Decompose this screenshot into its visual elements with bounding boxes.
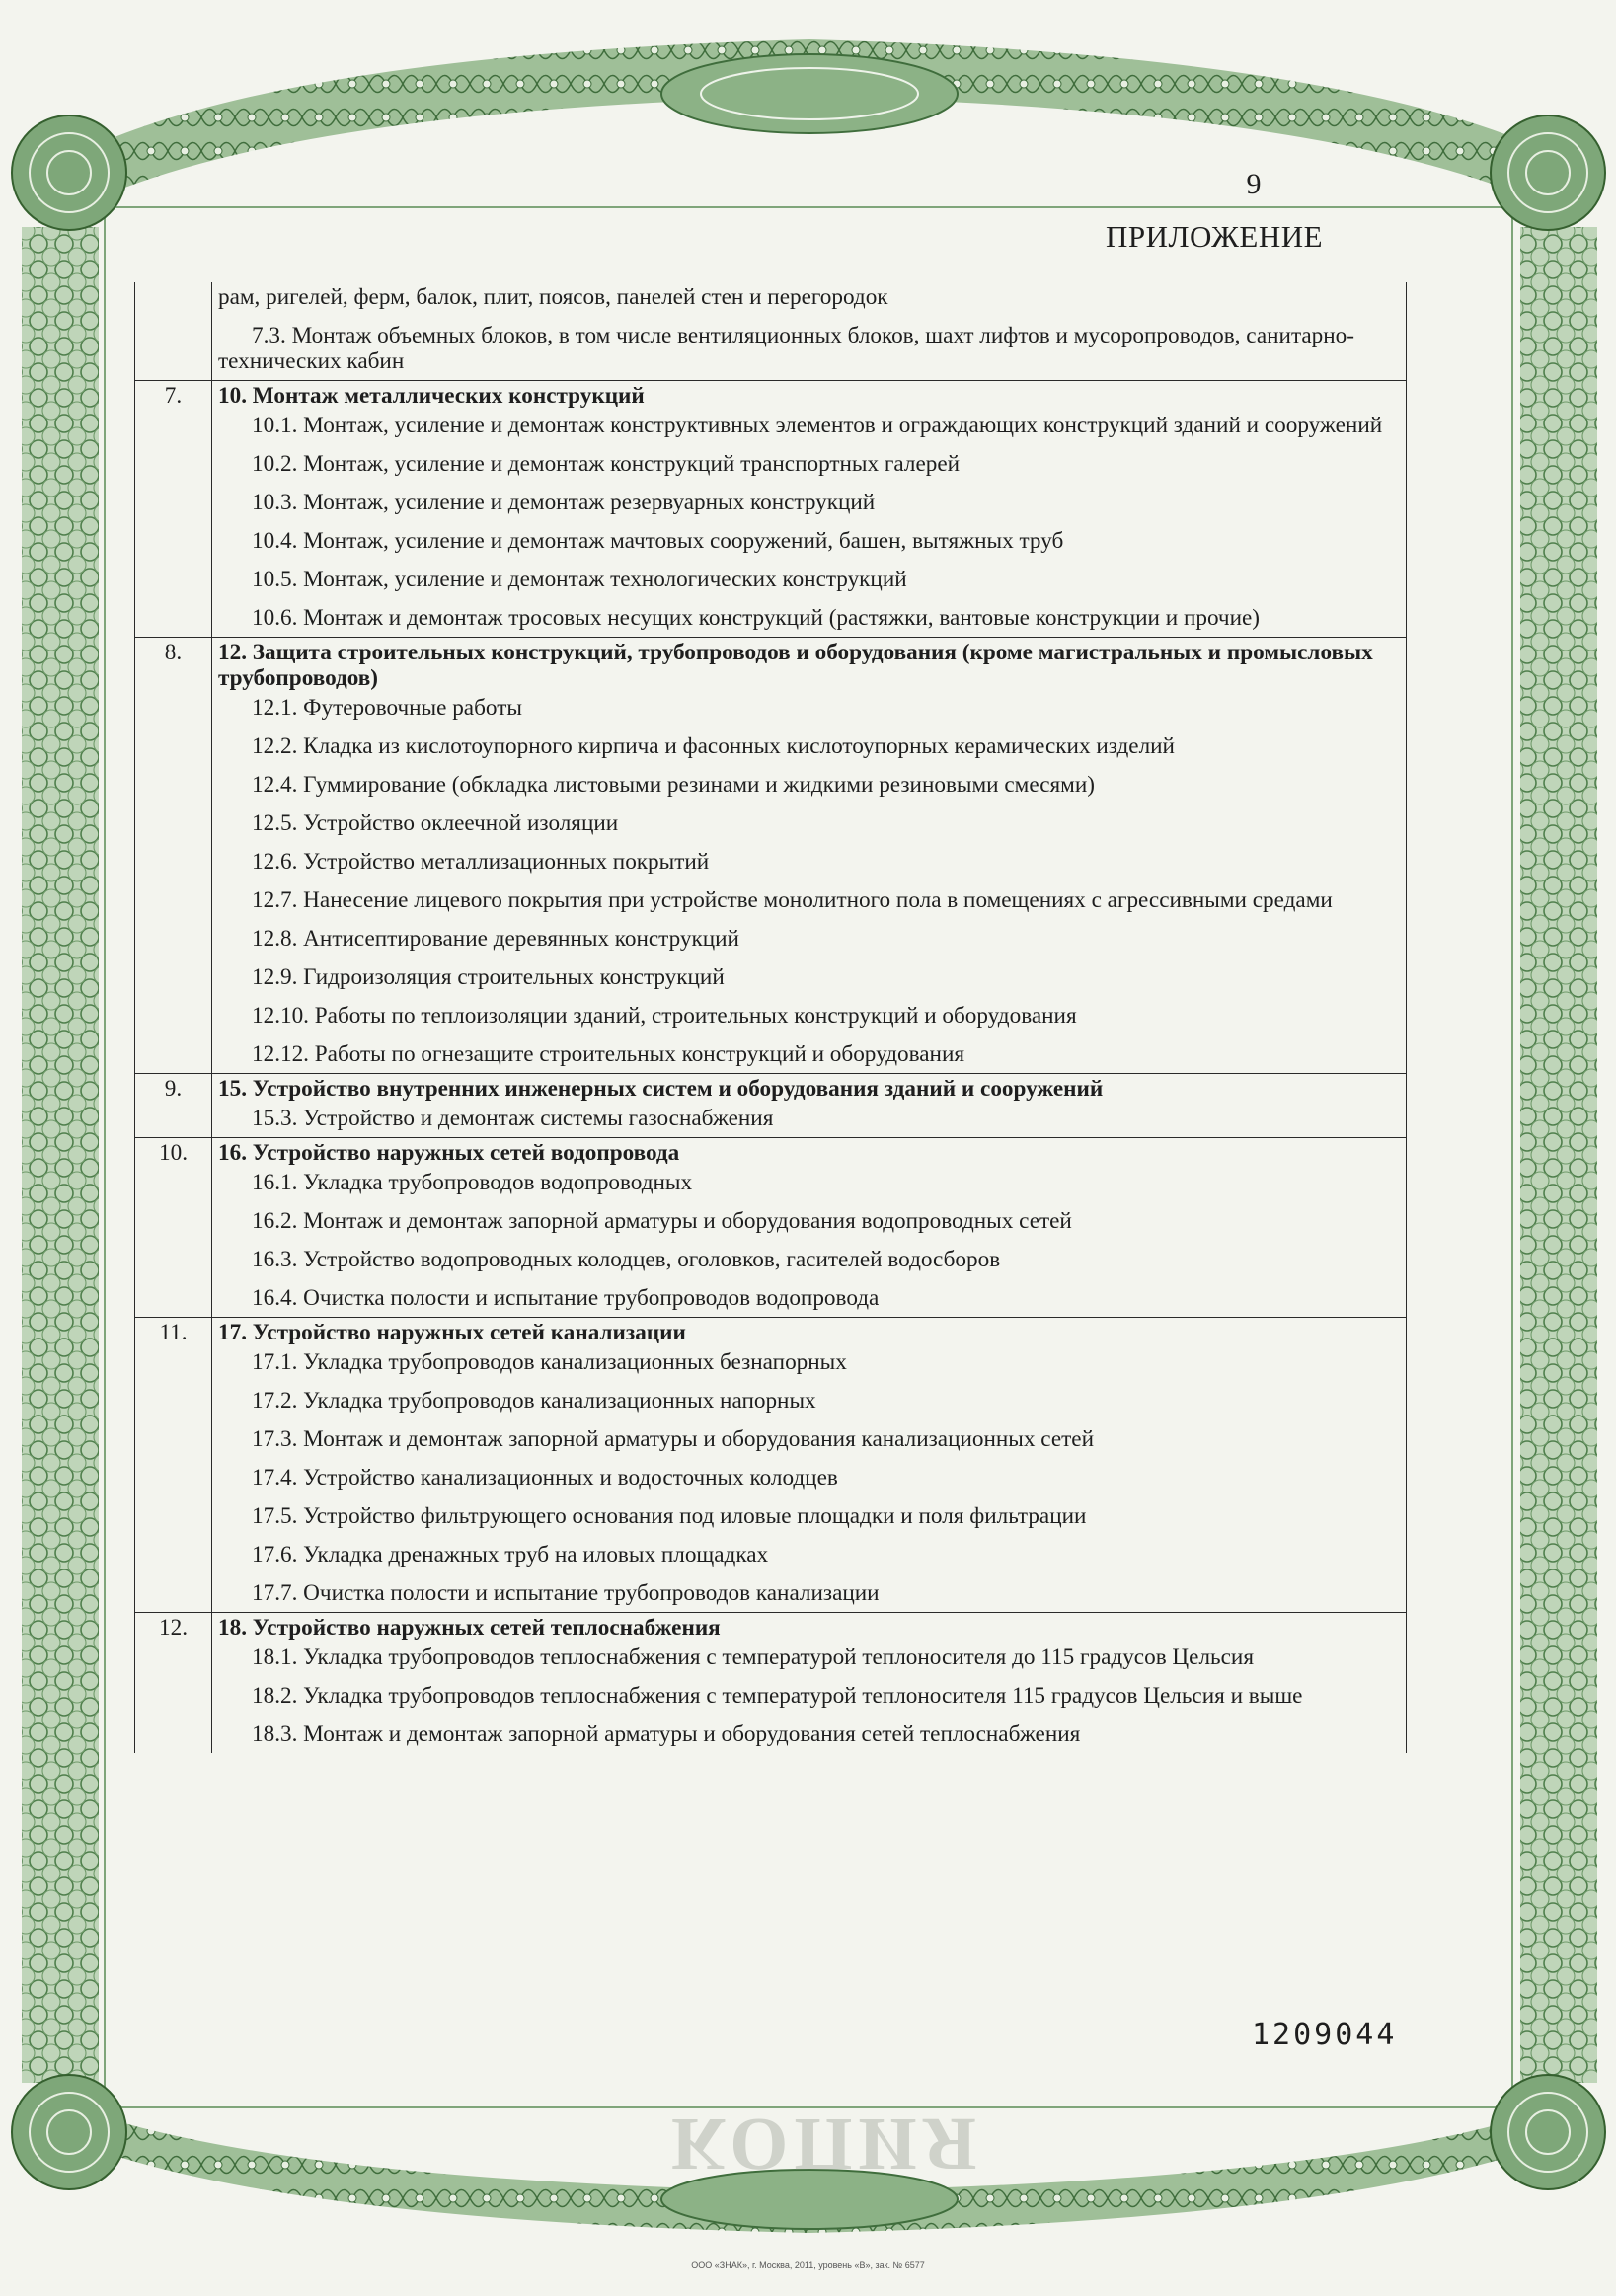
list-item: 10.5. Монтаж, усиление и демонтаж технологических конструкций bbox=[252, 567, 907, 592]
list-item: 12.10. Работы по теплоизоляции зданий, строительных конструкций и оборудования bbox=[252, 1003, 1077, 1029]
list-item: 16.2. Монтаж и демонтаж запорной арматуры и оборудования водопроводных сетей bbox=[252, 1208, 1072, 1234]
list-item: 12.1. Футеровочные работы bbox=[252, 695, 522, 721]
row-number bbox=[135, 282, 212, 381]
row-number: 12. bbox=[135, 1613, 212, 1754]
copy-watermark: КОПИЯ bbox=[671, 2103, 983, 2185]
list-item: 12.9. Гидроизоляция строительных конструкций bbox=[252, 964, 725, 990]
row-number: 8. bbox=[135, 638, 212, 1074]
list-item: 12.8. Антисептирование деревянных конструкций bbox=[252, 926, 739, 952]
row-content bbox=[212, 381, 1407, 638]
section-title: 16. Устройство наружных сетей водопровода bbox=[218, 1140, 680, 1166]
section-title: 18. Устройство наружных сетей теплоснабжения bbox=[218, 1615, 721, 1641]
row-number: 7. bbox=[135, 381, 212, 638]
activities-table bbox=[134, 282, 1407, 1753]
table-row bbox=[135, 1318, 1407, 1613]
row-content bbox=[212, 1138, 1407, 1318]
row-content bbox=[212, 1613, 1407, 1754]
row-number: 10. bbox=[135, 1138, 212, 1318]
list-item: 10.3. Монтаж, усиление и демонтаж резервуарных конструкций bbox=[252, 490, 876, 515]
section-title: 10. Монтаж металлических конструкций bbox=[218, 383, 645, 409]
list-item: 10.6. Монтаж и демонтаж тросовых несущих конструкций (растяжки, вантовые конструкции и прочие) bbox=[252, 605, 1261, 631]
list-item: 18.3. Монтаж и демонтаж запорной арматуры и оборудования сетей теплоснабжения bbox=[252, 1722, 1081, 1747]
row-content bbox=[212, 1318, 1407, 1613]
page-number: 9 bbox=[1246, 168, 1262, 200]
table-row bbox=[135, 282, 1407, 381]
table-row bbox=[135, 638, 1407, 1074]
section-title: 17. Устройство наружных сетей канализации bbox=[218, 1320, 686, 1345]
list-item: 12.5. Устройство оклеечной изоляции bbox=[252, 810, 619, 836]
list-item: 16.3. Устройство водопроводных колодцев, оголовков, гасителей водосборов bbox=[252, 1247, 1001, 1272]
table-row bbox=[135, 381, 1407, 638]
row-content bbox=[212, 638, 1407, 1074]
section-title: 15. Устройство внутренних инженерных систем и оборудования зданий и сооружений bbox=[218, 1076, 1104, 1102]
list-item: 17.1. Укладка трубопроводов канализационных безнапорных bbox=[252, 1349, 847, 1375]
list-item: 10.4. Монтаж, усиление и демонтаж мачтовых сооружений, башен, вытяжных труб bbox=[252, 528, 1064, 554]
continuation-text: рам, ригелей, ферм, балок, плит, поясов, панелей стен и перегородок bbox=[218, 284, 888, 310]
printer-imprint: ООО «ЗНАК», г. Москва, 2011, уровень «В», зак. № 6577 bbox=[691, 2260, 925, 2270]
list-item: 17.3. Монтаж и демонтаж запорной арматуры и оборудования канализационных сетей bbox=[252, 1426, 1094, 1452]
row-number: 9. bbox=[135, 1074, 212, 1138]
list-item: 7.3. Монтаж объемных блоков, в том числе вентиляционных блоков, шахт лифтов и мусоропроводов, санитарно-технических кабин bbox=[218, 323, 1354, 374]
row-content bbox=[212, 1074, 1407, 1138]
list-item: 18.1. Укладка трубопроводов теплоснабжения с температурой теплоносителя до 115 градусов Цельсия bbox=[252, 1645, 1254, 1670]
row-content bbox=[212, 282, 1407, 381]
list-item: 16.1. Укладка трубопроводов водопроводных bbox=[252, 1170, 693, 1195]
list-item: 12.4. Гуммирование (обкладка листовыми резинами и жидкими резиновыми смесями) bbox=[252, 772, 1095, 798]
list-item: 17.5. Устройство фильтрующего основания под иловые площадки и поля фильтрации bbox=[252, 1503, 1087, 1529]
list-item: 12.2. Кладка из кислотоупорного кирпича и фасонных кислотоупорных керамических изделий bbox=[252, 733, 1175, 759]
list-item: 10.1. Монтаж, усиление и демонтаж конструктивных элементов и ограждающих конструкций зданий и сооружений bbox=[252, 413, 1383, 438]
list-item: 10.2. Монтаж, усиление и демонтаж конструкций транспортных галерей bbox=[252, 451, 961, 477]
table-row bbox=[135, 1074, 1407, 1138]
list-item: 17.4. Устройство канализационных и водосточных колодцев bbox=[252, 1465, 838, 1491]
list-item: 17.6. Укладка дренажных труб на иловых площадках bbox=[252, 1542, 769, 1568]
table-row bbox=[135, 1613, 1407, 1754]
list-item: 15.3. Устройство и демонтаж системы газоснабжения bbox=[252, 1106, 774, 1131]
list-item: 18.2. Укладка трубопроводов теплоснабжения с температурой теплоносителя 115 градусов Цельсия и выше bbox=[252, 1683, 1303, 1709]
list-item: 16.4. Очистка полости и испытание трубопроводов водопровода bbox=[252, 1285, 880, 1311]
row-number: 11. bbox=[135, 1318, 212, 1613]
list-item: 17.7. Очистка полости и испытание трубопроводов канализации bbox=[252, 1580, 880, 1606]
list-item: 17.2. Укладка трубопроводов канализационных напорных bbox=[252, 1388, 816, 1414]
serial-number: 1209044 bbox=[1252, 2018, 1398, 2052]
section-title: 12. Защита строительных конструкций, трубопроводов и оборудования (кроме магистральных и промысловых трубопроводов) bbox=[218, 640, 1373, 691]
table-row bbox=[135, 1138, 1407, 1318]
list-item: 12.7. Нанесение лицевого покрытия при устройстве монолитного пола в помещениях с агрессивными средами bbox=[252, 887, 1333, 913]
appendix-title: ПРИЛОЖЕНИЕ bbox=[1106, 219, 1324, 254]
list-item: 12.12. Работы по огнезащите строительных конструкций и оборудования bbox=[252, 1041, 965, 1067]
list-item: 12.6. Устройство металлизационных покрытий bbox=[252, 849, 710, 875]
